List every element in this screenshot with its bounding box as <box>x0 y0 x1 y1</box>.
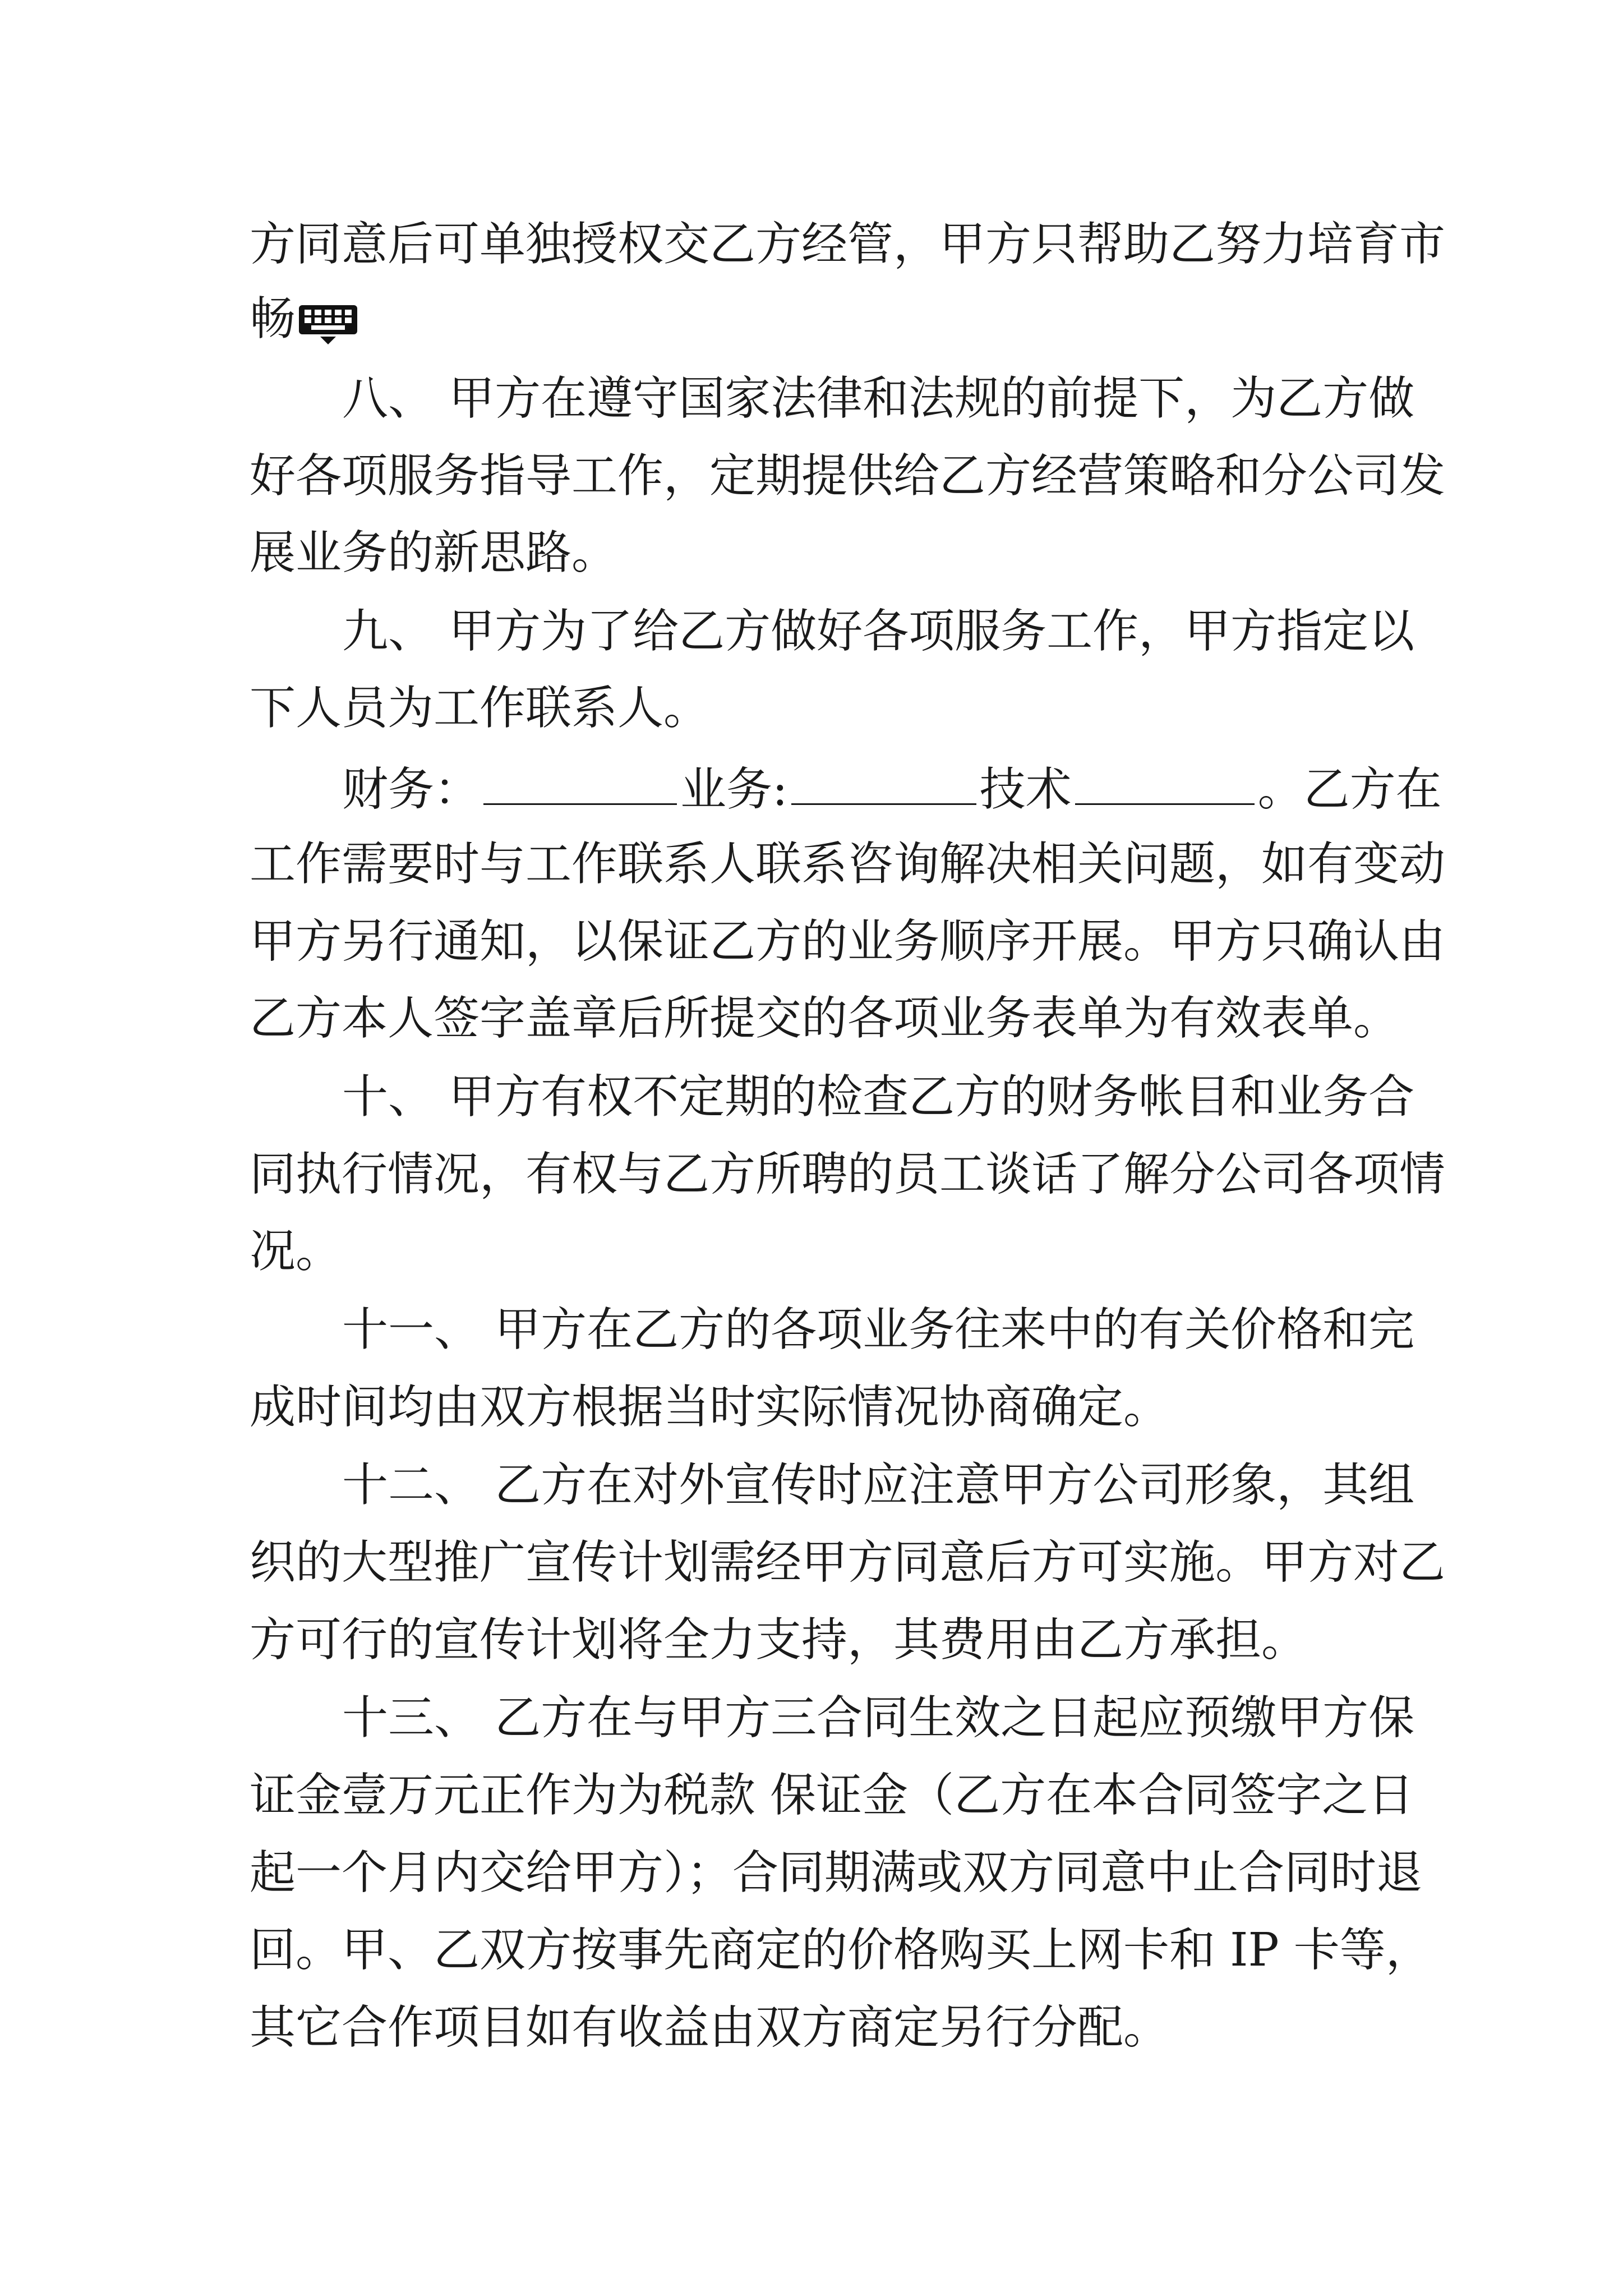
text-line: 下人员为工作联系人。 <box>250 682 710 735</box>
tech-blank[interactable] <box>1075 764 1255 805</box>
text-line: 方同意后可单独授权交乙方经管，甲方只帮助乙努力培育市 <box>250 218 1446 271</box>
text-line: 织的大型推广宣传计划需经甲方同意后方可实施。甲方对乙 <box>250 1536 1446 1589</box>
text-line: 证金壹万元正作为为税款 保证金（乙方在本合同签字之日 <box>250 1769 1414 1822</box>
text-line: 十一、 甲方在乙方的各项业务往来中的有关价格和完 <box>342 1303 1415 1356</box>
text-line: 甲方另行通知，以保证乙方的业务顺序开展。甲方只确认由 <box>250 915 1446 968</box>
text-line: 其它合作项目如有收益由双方商定另行分配。 <box>250 2001 1170 2054</box>
text-line: 起一个月内交给甲方）；合同期满或双方同意中止合同时退 <box>250 1846 1423 1899</box>
text-line: 好各项服务指导工作，定期提供给乙方经营策略和分公司发 <box>250 449 1446 503</box>
text-line: 回。甲、乙双方按事先商定的价格购买上网卡和 IP 卡等， <box>250 1924 1432 1977</box>
business-label: 业务: <box>680 763 788 816</box>
text-line: 十三、 乙方在与甲方三合同生效之日起应预缴甲方保 <box>342 1691 1415 1745</box>
text-line: 九、 甲方为了给乙方做好各项服务工作，甲方指定以 <box>342 605 1415 658</box>
contact-line <box>342 763 1442 816</box>
text-line: 十、 甲方有权不定期的检查乙方的财务帐目和业务合 <box>342 1070 1415 1124</box>
text-fragment: 畅 <box>250 292 296 346</box>
text-line: 况。 <box>250 1225 342 1278</box>
business-blank[interactable] <box>791 764 976 805</box>
text-line: 八、 甲方在遵守国家法律和法规的前提下，为乙方做 <box>342 372 1415 425</box>
text-line: 乙方本人签字盖章后所提交的各项业务表单为有效表单。 <box>250 992 1400 1045</box>
text-line: 工作需要时与工作联系人联系咨询解决相关问题，如有变动 <box>250 838 1446 891</box>
keyboard-icon[interactable] <box>299 305 357 340</box>
text-line: 展业务的新思路。 <box>250 526 618 579</box>
text-line: 成时间均由双方根据当时实际情况协商确定。 <box>250 1381 1170 1434</box>
text-line: 方可行的宣传计划将全力支持，其费用由乙方承担。 <box>250 1613 1308 1667</box>
text-line <box>250 292 1388 346</box>
text-line: 同执行情况，有权与乙方所聘的员工谈话了解分公司各项情 <box>250 1148 1446 1201</box>
text-line: 十二、 乙方在对外宣传时应注意甲方公司形象，其组 <box>342 1458 1415 1512</box>
contact-tail: 。乙方在 <box>1257 763 1442 816</box>
finance-label: 财务： <box>342 763 481 816</box>
tech-label: 技术 <box>979 763 1072 816</box>
finance-blank[interactable] <box>483 764 677 805</box>
